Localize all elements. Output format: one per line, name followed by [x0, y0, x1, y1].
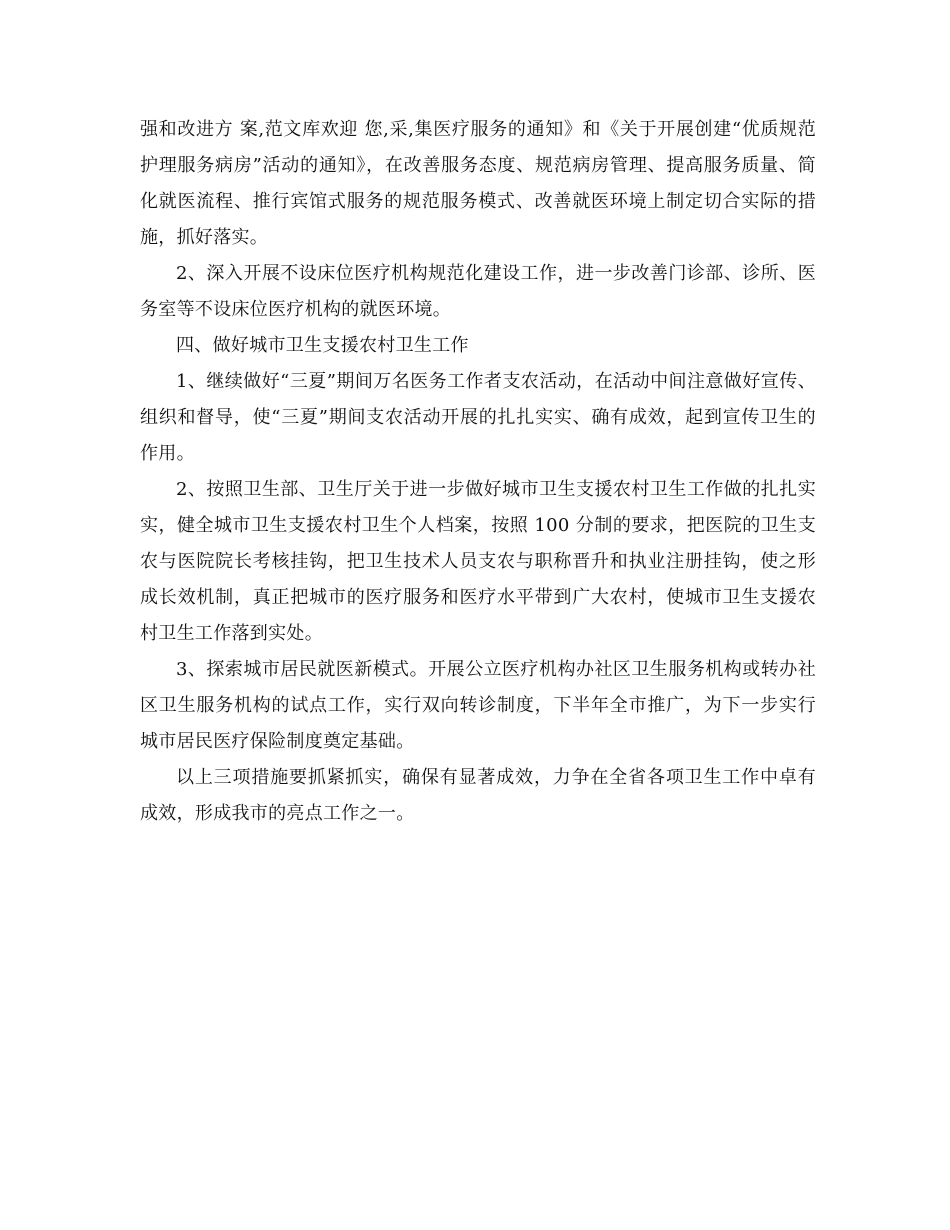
- paragraph-4: 1、继续做好“三夏”期间万名医务工作者支农活动，在活动中间注意做好宣传、组织和督导，使“三夏”期间支农活动开展的扎扎实实、确有成效，起到宣传卫生的作用。: [140, 371, 816, 464]
- section-heading-4: 四、做好城市卫生支援农村卫生工作: [176, 335, 469, 356]
- paragraph-5: 2、按照卫生部、卫生厅关于进一步做好城市卫生支援农村卫生工作做的扎扎实实，健全城市卫生支援农村卫生个人档案，按照 100 分制的要求，把医院的卫生支农与医院院长考核挂钩，把卫生技术人员支农与职称晋升和执业注册挂钩，使之形成长效机制，真正把城市的医疗服务和医疗水平带到广大农村，使城市卫生支援农村卫生工作落到实处。: [140, 479, 816, 644]
- paragraph-1: 强和改进方 案,范文库欢迎 您,采,集医疗服务的通知》和《关于开展创建“优质规范护理服务病房”活动的通知》，在改善服务态度、规范病房管理、提高服务质量、简化就医流程、推行宾馆式服务的规范服务模式、改善就医环境上制定切合实际的措施，抓好落实。: [140, 119, 816, 248]
- paragraph-7: 以上三项措施要抓紧抓实，确保有显著成效，力争在全省各项卫生工作中卓有成效，形成我市的亮点工作之一。: [140, 767, 816, 824]
- paragraph-6: 3、探索城市居民就医新模式。开展公立医疗机构办社区卫生服务机构或转办社区卫生服务机构的试点工作，实行双向转诊制度，下半年全市推广，为下一步实行城市居民医疗保险制度奠定基础。: [140, 659, 816, 752]
- paragraph-2: 2、深入开展不设床位医疗机构规范化建设工作，进一步改善门诊部、诊所、医务室等不设床位医疗机构的就医环境。: [140, 263, 816, 320]
- document-body: [140, 112, 816, 832]
